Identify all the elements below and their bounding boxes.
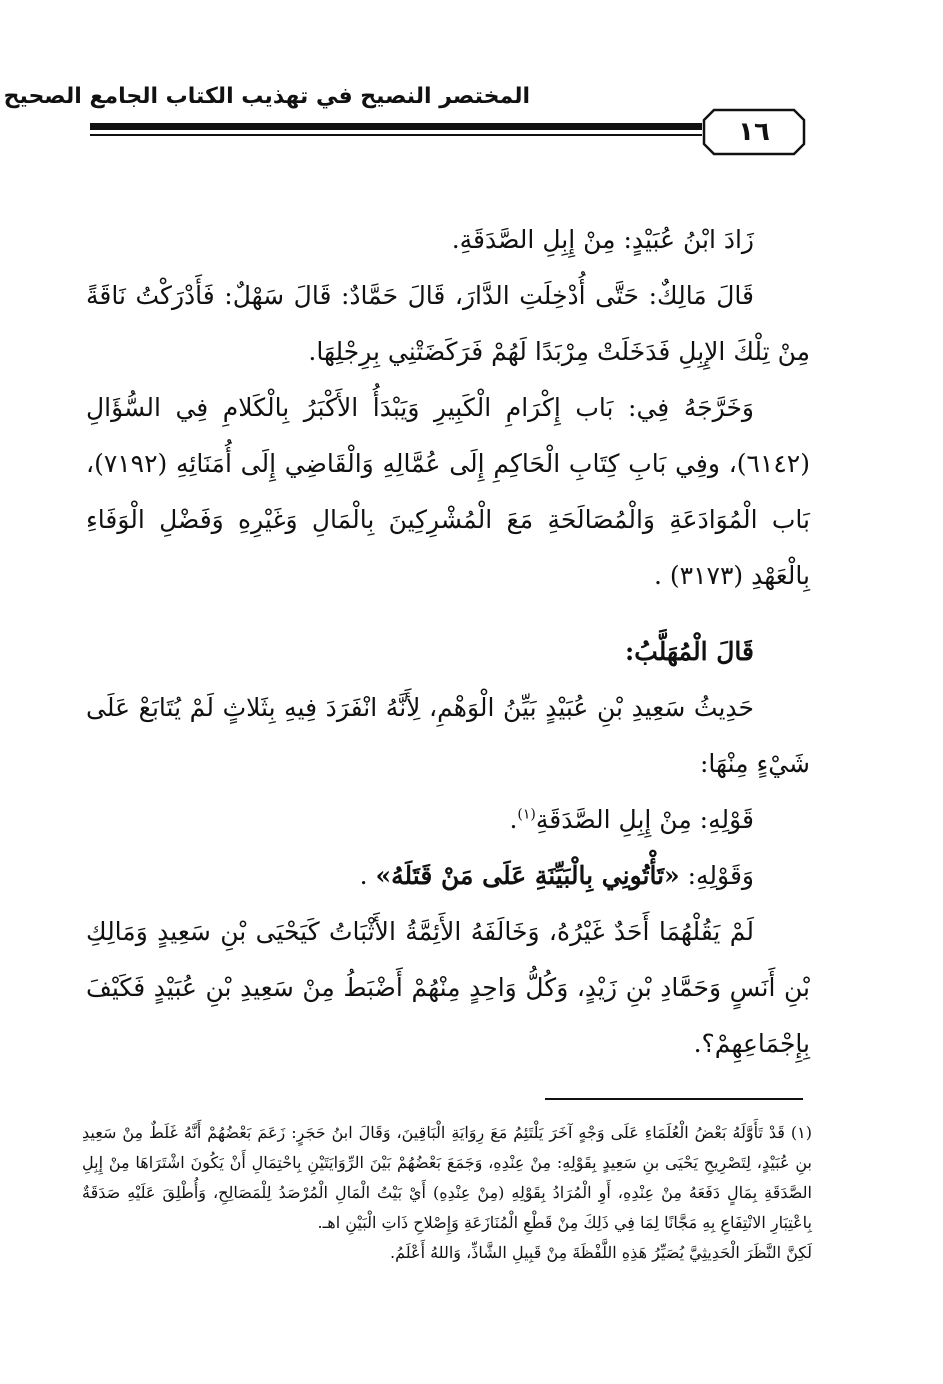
main-text — [86, 212, 810, 1072]
section-heading: قَالَ الْمُهَلَّبُ: — [624, 637, 754, 666]
paragraph-6-end: . — [359, 861, 376, 890]
paragraph-5 — [86, 792, 810, 848]
paragraph-3: وَخَرَّجَهُ فِي: بَاب إِكْرَامِ الْكَبِيرِ وَيَبْدَأُ الأَكْبَرُ بِالْكَلامِ فِي السُّؤَالِ (٦١٤٢)، وفِي بَابِ كِتَابِ الْحَاكِمِ إِلَى عُمَّالِهِ وَالْقَاضِي إِلَى أُمَنَائِهِ (٧١٩٢)، بَاب الْمُوَادَعَةِ وَالْمُصَالَحَةِ مَعَ الْمُشْرِكِينَ بِالْمَالِ وَغَيْرِهِ وَفَضْلِ الْوَفَاءِ بِالْعَهْدِ (٣١٧٣) . — [86, 393, 810, 590]
page-number: ١٦ — [738, 117, 770, 147]
page-number-frame — [702, 108, 806, 156]
header-rule-thick — [90, 123, 702, 130]
running-title: المختصر النصيح في تهذيب الكتاب الجامع الصحيح — [3, 84, 530, 109]
footnotes — [82, 1118, 812, 1268]
footnote-divider — [545, 1098, 803, 1100]
paragraph-2: قَالَ مَالِكٌ: حَتَّى أُدْخِلَتِ الدَّارَ، قَالَ حَمَّادٌ: قَالَ سَهْلٌ: فَأَدْرَكْتُ نَاقَةً مِنْ تِلْكَ الإِبِلِ فَدَخَلَتْ مِرْبَدًا لَهُمْ فَرَكَضَتْنِي بِرِجْلِهَا. — [86, 281, 810, 366]
header-rule — [90, 123, 702, 141]
paragraph-7: لَمْ يَقُلْهُمَا أَحَدٌ غَيْرُهُ، وَخَالَفَهُ الأَئِمَّةُ الأَثْبَاتُ كَيَحْيَى بْنِ سَعِيدٍ وَمَالِكِ بْنِ أَنَسٍ وَحَمَّادِ بْنِ زَيْدٍ، وَكُلُّ وَاحِدٍ مِنْهُمْ أَضْبَطُ مِنْ سَعِيدِ بْنِ عُبَيْدٍ فَكَيْفَ بِإِجْمَاعِهِمْ؟. — [86, 917, 810, 1058]
footnote-reference: (١) — [517, 806, 536, 823]
footnote-1: (١) قَدْ تَأَوَّلَهُ بَعْضُ الْعُلَمَاءِ عَلَى وَجْهٍ آخَرَ يَلْتَئِمُ مَعَ رِوَايَةِ الْبَاقِينَ، وَقَالَ ابنُ حَجَرٍ: زَعَمَ بَعْضُهُمْ أَنَّهُ غَلَطٌ مِنْ سَعِيدِ بنِ عُبَيْدٍ، لِتَصْرِيحِ يَحْيَى بنِ سَعِيدٍ بِقَوْلِهِ: مِنْ عِنْدِهِ، وَجَمَعَ بَعْضُهُمْ بَيْنَ الرِّوَايَتَيْنِ بِاحْتِمَالِ أَنْ يَكُونَ اشْتَرَاهَا مِنْ إِبِلِ الصَّدَقَةِ بِمَالٍ دَفَعَهُ مِنْ عِنْدِهِ، أَوِ الْمُرَادُ بِقَوْلِهِ (مِنْ عِنْدِهِ) أَيْ بَيْتُ الْمَالِ الْمُرْصَدُ لِلْمَصَالِحِ، وَأُطْلِقَ عَلَيْهِ صَدَقَةٌ بِاعْتِبَارِ الانْتِفَاعِ بِهِ مَجَّانًا لِمَا فِي ذَلِكَ مِنْ قَطْعِ الْمُنَازَعَةِ وَإِصْلاحِ ذَاتِ الْبَيْنِ اهـ. — [82, 1123, 812, 1232]
footnote-1-tail: لَكِنَّ النَّظَرَ الْحَدِيثِيَّ يُصَيِّرُ هَذِهِ اللَّفْظَةَ مِنْ قَبِيلِ الشَّاذِّ، وَاللهُ أَعْلَمُ. — [389, 1243, 812, 1262]
paragraph-5-text: قَوْلِهِ: مِنْ إِبِلِ الصَّدَقَةِ — [535, 805, 754, 834]
paragraph-6-intro: وَقَوْلِهِ: — [679, 861, 754, 890]
paragraph-5-end: . — [509, 805, 518, 834]
header-rule-thin — [90, 134, 702, 136]
paragraph-4: حَدِيثُ سَعِيدِ بْنِ عُبَيْدٍ بَيِّنُ الْوَهْمِ، لِأَنَّهُ انْفَرَدَ فِيهِ بِثَلاثٍ لَمْ يُتَابَعْ عَلَى شَيْءٍ مِنْهَا: — [86, 693, 810, 778]
paragraph-1: زَادَ ابْنُ عُبَيْدٍ: مِنْ إِبِلِ الصَّدَقَةِ. — [451, 225, 754, 254]
paragraph-6 — [86, 848, 810, 904]
hadith-quote: «تَأْتُونِي بِالْبَيِّنَةِ عَلَى مَنْ قَتَلَهُ» — [375, 861, 680, 890]
